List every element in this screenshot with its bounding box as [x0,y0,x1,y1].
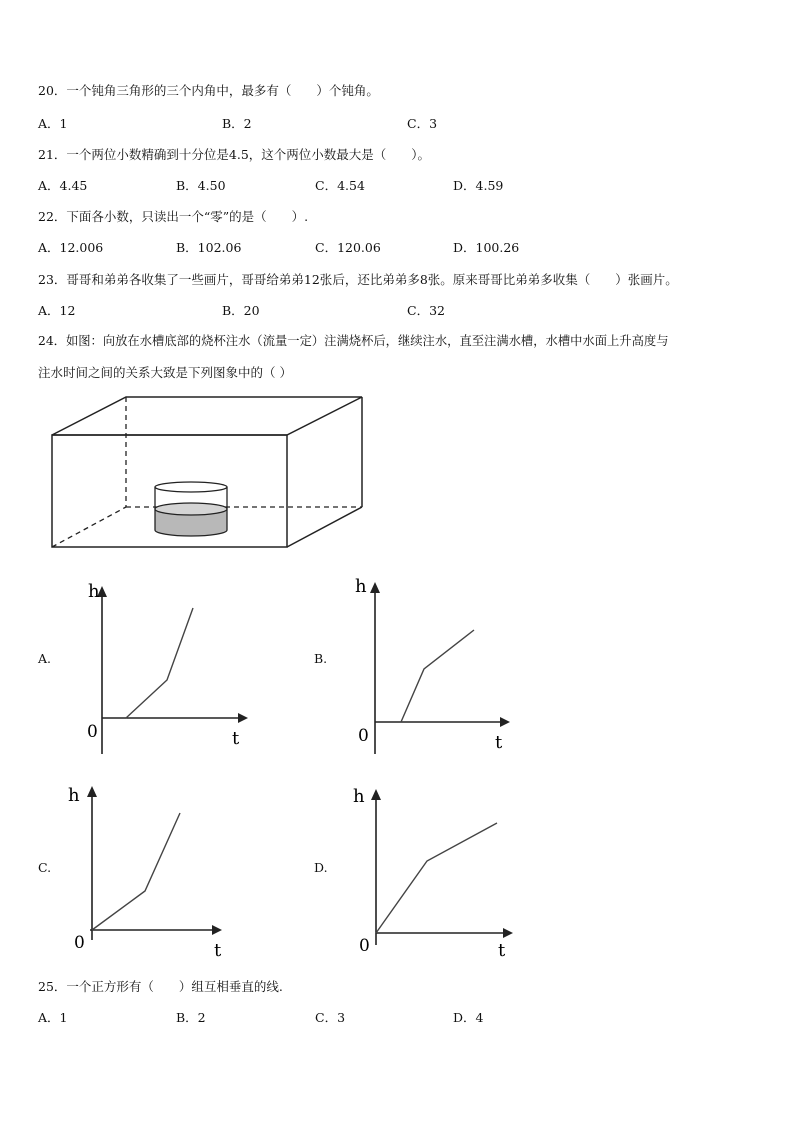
question-21-option-b: B．4.50 [176,178,226,193]
graph-d [345,780,525,960]
question-21-option-d: D．4.59 [453,178,504,193]
origin-label: 0 [358,726,369,746]
y-axis-arrow [371,789,381,800]
question-22-option-d: D．100.26 [453,240,520,255]
question-23-option-c: C．32 [407,303,445,318]
y-axis-label: h [353,786,365,807]
question-23-stem: 23．哥哥和弟弟各收集了一些画片，哥哥给弟弟12张后，还比弟弟多8张。原来哥哥比弟弟多收集（ ）张画片。 [38,272,678,287]
graph-a-label: A. [38,651,52,666]
graph-b-label: B. [314,651,328,666]
graph-d-label: D. [314,860,328,875]
y-axis-arrow [370,582,380,593]
graph-d-curve [376,823,497,933]
question-23-option-a: A．12 [38,303,76,318]
origin-label: 0 [359,936,370,956]
graph-b [353,574,533,754]
graph-a-curve [126,608,193,718]
question-22-option-a: A．12.006 [38,240,104,255]
question-21-option-c: C．4.54 [315,178,365,193]
tank-diagram [36,390,376,555]
x-axis-arrow [212,925,222,935]
y-axis-label: h [355,576,367,597]
x-axis-label: t [214,940,222,960]
x-axis-arrow [238,713,248,723]
y-axis-arrow [87,786,97,797]
x-axis-label: t [232,728,240,749]
question-24-stem-line-2: 注水时间之间的关系大致是下列图象中的（ ） [38,365,292,380]
question-21-stem: 21．一个两位小数精确到十分位是4.5，这个两位小数最大是（ ）。 [38,147,431,162]
question-25-option-b: B．2 [176,1010,206,1025]
question-22-option-c: C．120.06 [315,240,381,255]
question-22-option-b: B．102.06 [176,240,242,255]
graph-c [62,780,242,960]
x-axis-arrow [503,928,513,938]
question-20-option-c: C．3 [407,116,438,131]
graph-c-curve [92,813,180,930]
question-22-stem: 22．下面各小数，只读出一个“零”的是（ ）. [38,209,309,224]
tank-top-face [52,397,362,435]
tank-right-bottom-edge [287,507,362,547]
question-20-option-b: B．2 [222,116,252,131]
tank-back-diagonal-edge [52,507,126,547]
beaker [155,482,227,536]
question-23-option-b: B．20 [222,303,260,318]
question-24-stem-line-1: 24．如图：向放在水槽底部的烧杯注水（流量一定）注满烧杯后，继续注水，直至注满水槽，水槽中水面上升高度与 [38,334,669,348]
question-21-option-a: A．4.45 [38,178,88,193]
question-25-stem: 25．一个正方形有（ ）组互相垂直的线. [38,979,283,994]
x-axis-arrow [500,717,510,727]
x-axis-label: t [498,940,506,960]
question-20-option-a: A．1 [38,116,68,131]
x-axis-label: t [495,732,503,753]
graph-b-curve [401,630,474,722]
y-axis-label: h [68,785,80,806]
question-25-option-a: A．1 [38,1010,68,1025]
question-25-option-c: C．3 [315,1010,346,1025]
origin-label: 0 [87,722,98,742]
question-25-option-d: D．4 [453,1010,484,1025]
question-20-stem: 20．一个钝角三角形的三个内角中，最多有（ ）个钝角。 [38,83,379,98]
y-axis-label: h [88,581,100,602]
origin-label: 0 [74,933,85,953]
graph-a [80,574,260,754]
graph-c-label: C. [38,860,52,875]
